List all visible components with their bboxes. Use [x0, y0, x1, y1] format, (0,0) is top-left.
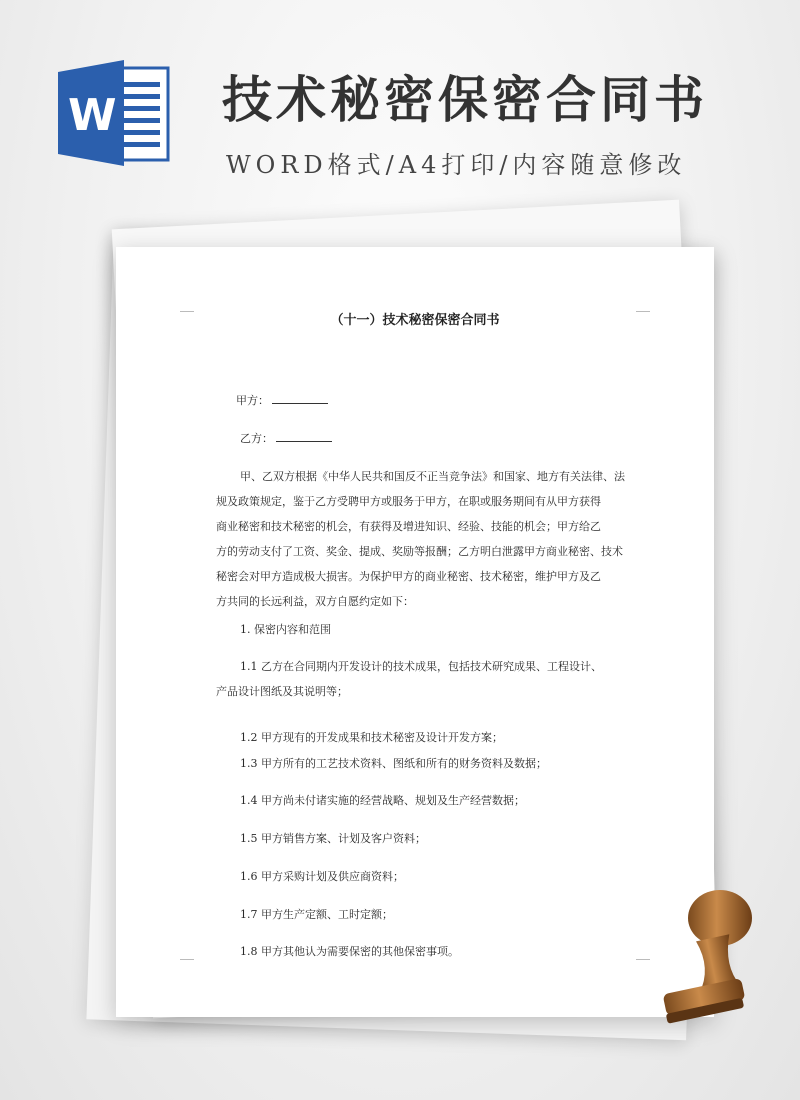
document-title: （十一）技术秘密保密合同书	[330, 313, 500, 328]
intro-line: 规及政策规定，鉴于乙方受聘甲方或服务于甲方，在职或服务期间有从甲方获得	[216, 495, 601, 508]
page-title: 技术秘密保密合同书	[222, 71, 708, 129]
word-icon-letter: W	[68, 90, 117, 141]
crop-mark	[180, 959, 194, 960]
party-b-blank[interactable]	[276, 431, 332, 442]
section-heading: 1. 保密内容和范围	[240, 623, 331, 636]
clause-item: 1.1 乙方在合同期内开发设计的技术成果，包括技术研究成果、工程设计、	[240, 660, 602, 673]
word-icon	[58, 58, 174, 168]
clause-item: 1.2 甲方现有的开发成果和技术秘密及设计开发方案；	[240, 731, 503, 744]
clause-item: 产品设计图纸及其说明等；	[216, 685, 348, 698]
clause-item: 1.6 甲方采购计划及供应商资料；	[240, 870, 404, 883]
intro-line: 秘密会对甲方造成极大损害。为保护甲方的商业秘密、技术秘密，维护甲方及乙	[216, 570, 601, 583]
wooden-stamp-icon	[650, 878, 770, 1038]
party-a-blank[interactable]	[272, 393, 328, 404]
party-a-line	[236, 392, 328, 408]
header	[0, 0, 800, 220]
clause-item: 1.5 甲方销售方案、计划及客户资料；	[240, 832, 426, 845]
party-a-label: 甲方：	[236, 394, 269, 407]
intro-line: 方共同的长远利益，双方自愿约定如下：	[216, 595, 414, 608]
clause-item: 1.7 甲方生产定额、工时定额；	[240, 908, 393, 921]
intro-line: 方的劳动支付了工资、奖金、提成、奖励等报酬；乙方明白泄露甲方商业秘密、技术	[216, 545, 623, 558]
crop-mark	[636, 959, 650, 960]
clause-item: 1.4 甲方尚未付诸实施的经营战略、规划及生产经营数据；	[240, 794, 525, 807]
party-b-line	[240, 430, 332, 446]
document-page	[116, 247, 714, 1017]
party-b-label: 乙方：	[240, 432, 273, 445]
clause-item: 1.8 甲方其他认为需要保密的其他保密事项。	[240, 945, 459, 958]
intro-line: 商业秘密和技术秘密的机会，有获得及增进知识、经验、技能的机会；甲方给乙	[216, 520, 601, 533]
page-subtitle: WORD格式/A4打印/内容随意修改	[226, 151, 687, 179]
clause-item: 1.3 甲方所有的工艺技术资料、图纸和所有的财务资料及数据；	[240, 757, 547, 770]
intro-line: 甲、乙双方根据《中华人民共和国反不正当竞争法》和国家、地方有关法律、法	[240, 470, 625, 483]
